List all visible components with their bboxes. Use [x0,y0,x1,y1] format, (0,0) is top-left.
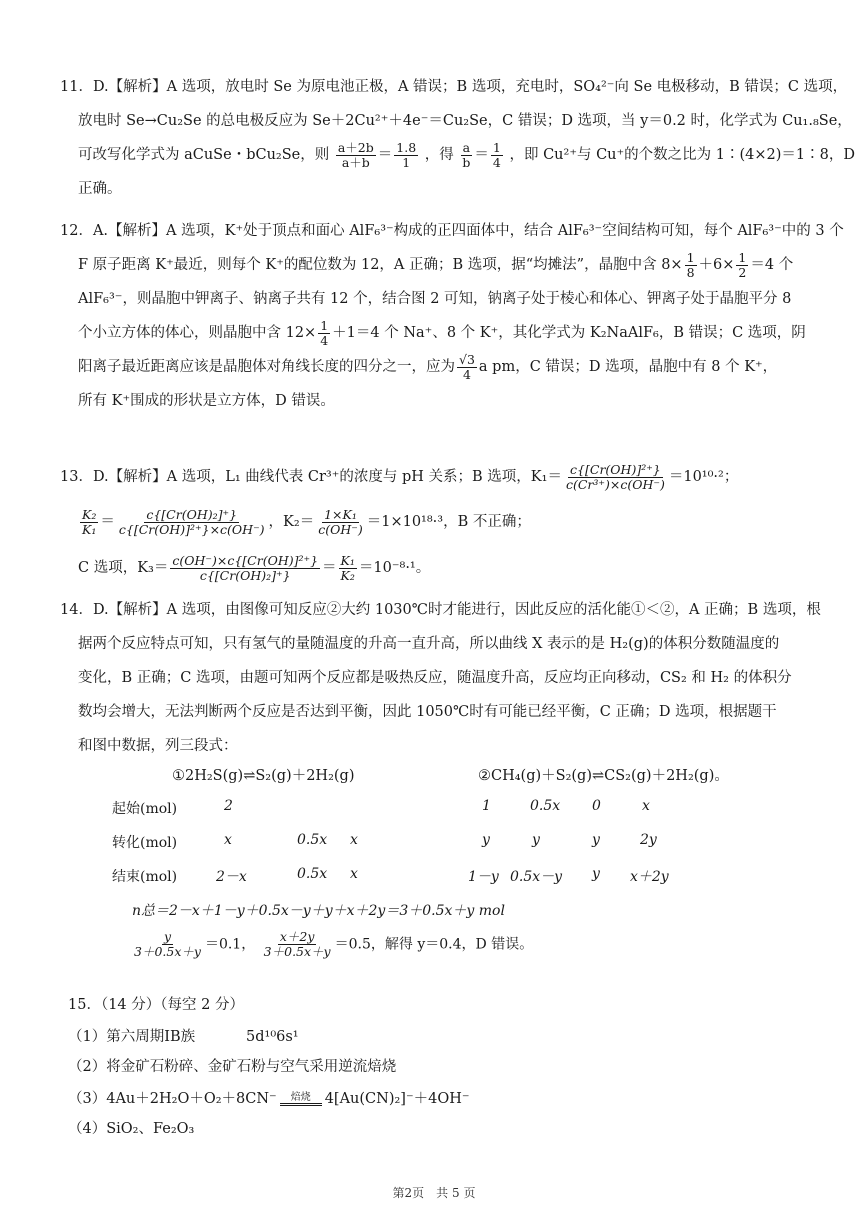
frac-den: 1 [402,154,411,170]
frac-den: K₂ [340,567,355,583]
table-cell: y [592,866,600,882]
frac-den: 4 [492,154,501,170]
table-cell: x＋2y [630,869,669,885]
frac-num: 1 [738,249,747,265]
q11-text: ，即 Cu²⁺与 Cu⁺的个数之比为 1∶(4×2)＝1∶8，D [509,147,855,163]
q13-text: ＝10¹⁰·²； [668,469,739,485]
q13-block [60,455,820,591]
q14-line1: 14．D.【解析】A 选项，由图像可知反应②大约 1030℃时才能进行，因此反应的活化能①＜②，A 正确；B 选项，根 [60,602,821,618]
q15-electron-config: 5d¹⁰6s¹ [246,1029,299,1045]
q11-block [60,70,855,206]
q13-line2: $\frac{\text{K₂}}{\text{K₁}}$ ＝ $\frac{\text{c\{[Cr(OH)₂]⁺\}}}{\text{c\{[Cr(OH)]²⁺\}×c(OH⁻)}}$ ，K₂＝ $\frac{\text{1×K₁}}{c(OH^-)}$ ＝1×10¹⁸·³，B 不正确； [82,506,531,537]
frac-num: K₁ [340,552,355,568]
q12-line1: 12．A.【解析】A 选项，K⁺处于顶点和面心 AlF₆³⁻构成的正四面体中，结合 AlF₆³⁻空间结构可知，每个 AlF₆³⁻中的 3 个 [60,223,844,239]
table-cell: x [350,866,358,882]
q12-text: 个小立方体的体心，则晶胞中含 12× [78,325,317,341]
q13-fraction [339,554,357,583]
table-cell: 1－y [468,869,499,885]
row-label: 转化(mol) [112,835,178,851]
q13-text: 13．D.【解析】A 选项，L₁ 曲线代表 Cr³⁺的浓度与 pH 关系；B 选项，K₁＝ [60,469,562,485]
q12-fraction [318,319,330,348]
q12-text: F 原子距离 K⁺最近，则每个 K⁺的配位数为 12，A 正确；B 选项，据“均摊法”，晶胞中含 8× [78,257,683,273]
q14-line5: 和图中数据，列三段式： [78,738,238,754]
q14-fraction [262,930,333,959]
q11-text: ，得 [424,147,454,163]
frac-num: a [462,139,471,155]
table-row [112,866,712,890]
q11-line3: 可改写化学式为 aCuSe・bCu₂Se，则 $\frac{a+2b}{a+b}$ ＝ $\frac{1.8}{1}$ ，得 $\frac{a}{b}$ ＝ $\frac{1}{4}$ ，即 Cu²⁺与 Cu⁺的个数之比为 1∶(4×2)＝1∶8，D [78,139,855,170]
frac-den: K₁ [82,521,97,537]
table-row [112,798,712,822]
q13-text: ＝1×10¹⁸·³，B 不正确； [366,514,531,530]
frac-num: 1 [492,139,501,155]
frac-num: c{[Cr(OH)₂]⁺} [146,506,238,522]
q14-equation-1: ①2H₂S(g)⇌S₂(g)＋2H₂(g) [172,768,355,784]
row-label: 起始(mol) [112,801,178,817]
q14-text: ＝0.1， [204,936,256,953]
frac-num: a＋2b [337,139,374,155]
q14-block [60,593,820,763]
frac-den: 4 [320,332,329,348]
q14-equation-2: ②CH₄(g)＋S₂(g)⇌CS₂(g)＋2H₂(g)。 [478,768,729,784]
q15-text: （3）4Au＋2H₂O＋O₂＋8CN⁻ [68,1091,277,1107]
table-cell: 2 [224,798,233,814]
frac-num: K₂ [82,506,97,522]
q13-text: ＝10⁻⁸·¹。 [358,560,431,576]
q15-answer-4: （4）SiO₂、Fe₂O₃ [68,1121,195,1137]
q11-fraction [394,141,418,170]
q11-fraction [460,141,472,170]
q12-block [60,214,844,418]
frac-num: x＋2y [279,929,315,944]
q12-line6: 所有 K⁺围成的形状是立方体，D 错误。 [78,393,335,409]
q15-answer-2: （2）将金矿石粉碎、金矿石粉与空气采用逆流焙烧 [68,1059,397,1075]
table-cell: 0.5x [297,866,328,882]
q11-text: 可改写化学式为 aCuSe・bCu₂Se，则 [78,147,330,163]
q14-text: ＝0.5，解得 y＝0.4，D 错误。 [334,936,534,953]
frac-den: c{[Cr(OH)₂]⁺} [199,567,291,583]
q11-line4: 正确。 [78,181,122,197]
q13-fraction [170,554,320,583]
q12-fraction [685,251,697,280]
q15-answer-1 [68,1022,428,1052]
frac-num: 1 [320,317,329,333]
table-cell: y [592,832,600,848]
frac-den: c(Cr³⁺)×c(OH⁻) [565,476,665,492]
frac-den: 3＋0.5x＋y [263,944,331,959]
q12-text: a pm，C 错误；D 选项，晶胞中有 8 个 K⁺， [478,359,778,375]
q12-line5 [60,350,820,384]
equals-bar [280,1103,322,1106]
frac-num: 1 [686,249,695,265]
q12-line4 [60,316,820,350]
q13-fraction [564,463,667,492]
q13-text: ，K₂＝ [268,514,315,530]
q12-fraction [736,251,748,280]
q14-line4: 数均会增大，无法判断两个反应是否达到平衡，因此 1050℃时有可能已经平衡，C 正确；D 选项，根据题干 [78,704,777,720]
q15-header: 15．（14 分）（每空 2 分） [68,997,244,1013]
q11-line2: 放电时 Se→Cu₂Se 的总电极反应为 Se＋2Cu²⁺＋4e⁻＝Cu₂Se，C 错误；D 选项，当 y＝0.2 时，化学式为 Cu₁.₈Se， [78,113,852,129]
table-cell: y [532,832,540,848]
table-cell: 0.5x [530,798,561,814]
table-row [112,832,712,856]
frac-num: c(OH⁻)×c{[Cr(OH)]²⁺} [172,552,319,568]
q11-fraction [491,141,503,170]
table-cell: 2y [640,832,657,848]
q15-answer-3 [68,1084,470,1114]
frac-num: c{[Cr(OH)]²⁺} [570,461,661,477]
reaction-condition [280,1092,322,1106]
row-label: 结束(mol) [112,869,178,885]
q12-text: ＋6× [698,257,735,273]
frac-num: √3 [459,351,475,367]
q13-text: C 选项，K₃＝ [78,560,169,576]
q13-fraction [80,508,98,537]
table-cell: 2－x [216,869,247,885]
q11-line1: 11．D.【解析】A 选项，放电时 Se 为原电池正极，A 错误；B 选项，充电时，SO₄²⁻向 Se 电极移动，B 错误；C 选项， [60,79,848,95]
q12-line2 [60,248,820,282]
table-cell: x [642,798,650,814]
frac-den: 4 [462,366,471,382]
frac-den: 3＋0.5x＋y [134,944,201,959]
q13-fraction [316,508,365,537]
frac-den: b [462,154,471,170]
q14-total-moles: n总＝2－x＋1－y＋0.5x－y＋y＋x＋2y＝3＋0.5x＋y mol [132,903,505,919]
q12-fraction [457,353,477,382]
frac-num: y [163,929,171,944]
frac-den: 2 [738,264,747,280]
table-cell: y [482,832,490,848]
q14-solution-line [130,930,533,959]
q13-line3: C 选项，K₃＝ $\frac{\text{c(OH⁻)×c\{[Cr(OH)]²⁺\}}}{\text{c\{[Cr(OH)₂]⁺\}}}$ ＝ $\frac{\text{K₁}}{\text{K₂}}$ ＝10⁻⁸·¹。 [78,552,431,583]
table-cell: x [350,832,358,848]
table-cell: 0.5x－y [510,869,563,885]
table-cell: 0.5x [297,832,328,848]
q12-line3: AlF₆³⁻，则晶胞中钾离子、钠离子共有 12 个，结合图 2 可知，钠离子处于棱心和体心、钾离子处于晶胞平分 8 [78,291,792,307]
q12-text: 阳离子最近距离应该是晶胞体对角线长度的四分之一，应为 [78,359,455,375]
table-cell: 1 [482,798,491,814]
q15-text: 4[Au(CN)₂]⁻＋4OH⁻ [324,1091,470,1107]
page-footer: 第2页 共 5 页 [392,1186,476,1200]
q13-fraction [117,508,267,537]
frac-num: 1.8 [396,139,417,155]
q13-line1 [60,455,820,499]
q15-text: （1）第六周期ⅠB族 [68,1029,196,1045]
q12-text: ＋1＝4 个 Na⁺、8 个 K⁺，其化学式为 K₂NaAlF₆，B 错误；C 选项，阴 [332,325,806,341]
frac-den: a＋b [341,154,370,170]
q14-fraction [132,930,203,959]
table-cell: x [224,832,232,848]
frac-den: c{[Cr(OH)]²⁺}×c(OH⁻) [118,521,265,537]
frac-den: 8 [686,264,695,280]
frac-den: c(OH⁻) [318,521,363,537]
condition-label: 焙烧 [290,1092,311,1103]
q12-text: ＝4 个 [750,257,794,273]
table-cell: 0 [592,798,601,814]
q14-line3: 变化，B 正确；C 选项，由题可知两个反应都是吸热反应，随温度升高，反应均正向移动，CS₂ 和 H₂ 的体积分 [78,670,792,686]
frac-num: 1×K₁ [324,506,357,522]
q14-line2: 据两个反应特点可知，只有氢气的量随温度的升高一直升高，所以曲线 X 表示的是 H₂(g)的体积分数随温度的 [78,636,780,652]
q11-fraction [336,141,376,170]
